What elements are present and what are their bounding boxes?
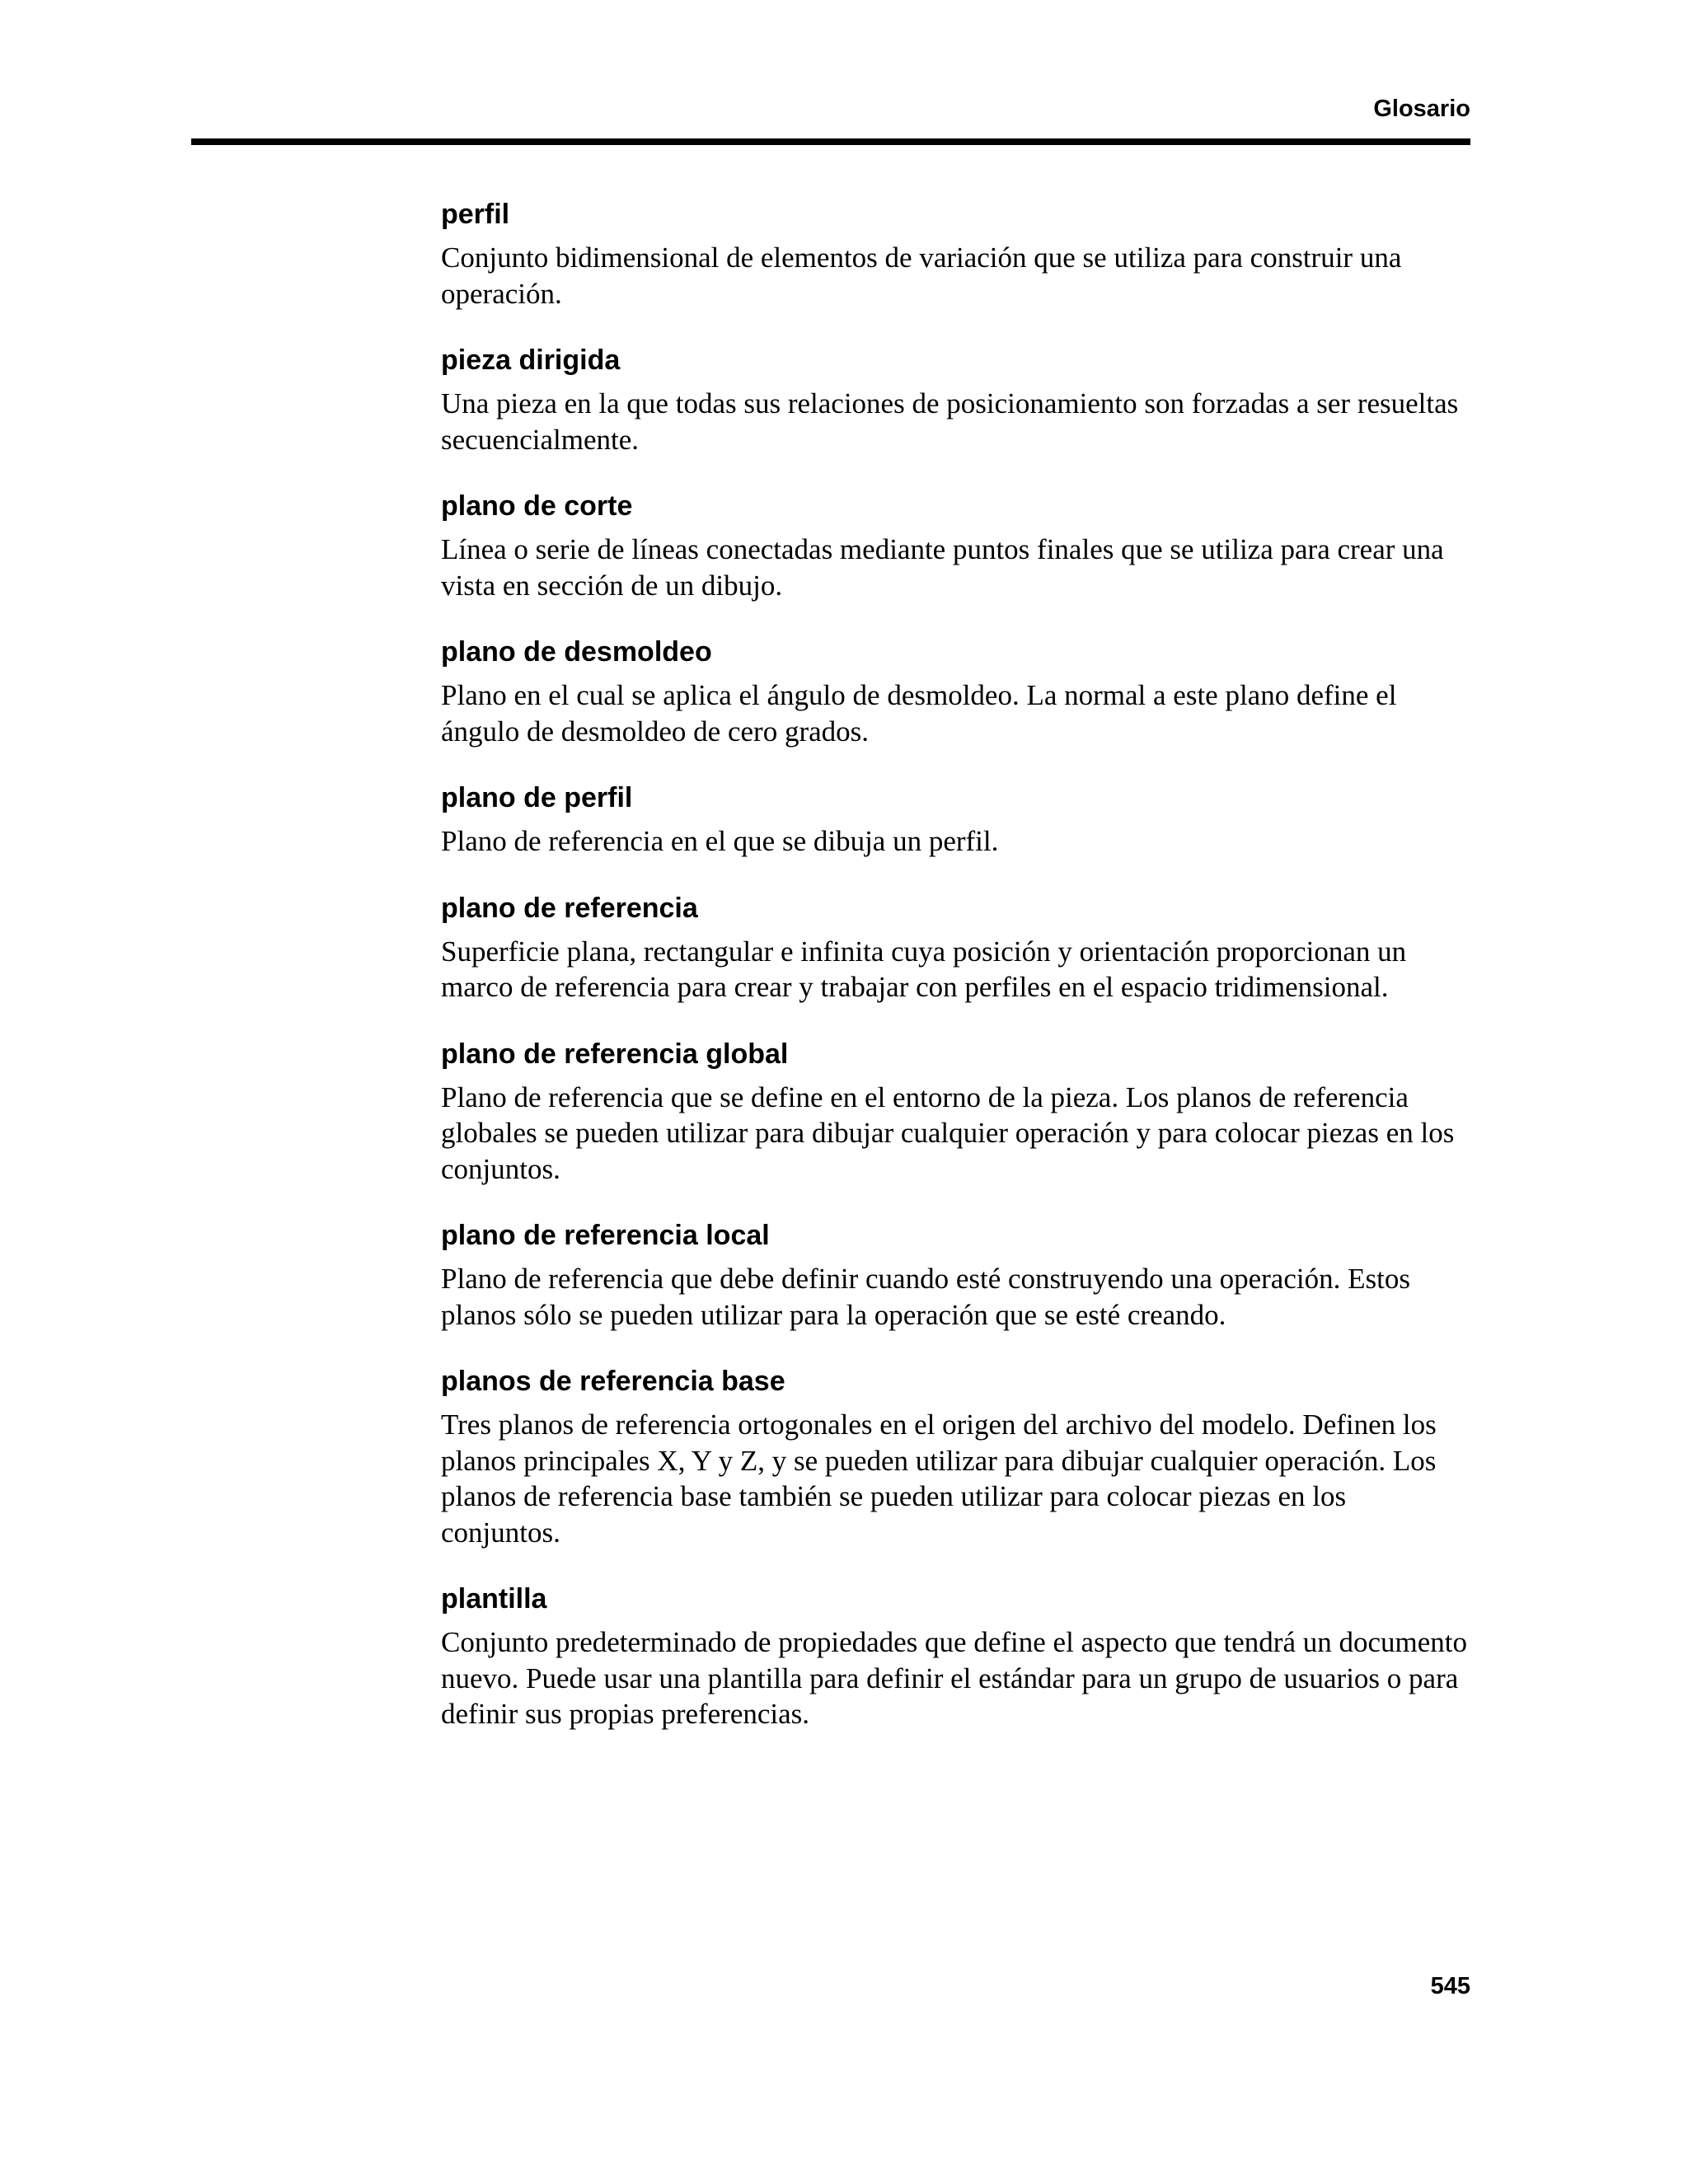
glossary-definition: Plano de referencia en el que se dibuja un perfil. <box>441 825 999 857</box>
glossary-entry <box>441 1035 1471 1188</box>
glossary-content <box>441 195 1471 1762</box>
glossary-term: planos de referencia base <box>441 1366 785 1397</box>
glossary-definition: Conjunto bidimensional de elementos de variación que se utiliza para construir una operación. <box>441 241 1402 310</box>
glossary-term: perfil <box>441 199 510 230</box>
glossary-entry <box>441 633 1471 749</box>
glossary-definition: Plano de referencia que se define en el entorno de la pieza. Los planos de referencia globales se pueden utilizar para dibujar cualquier operación y para colocar piezas en los conjuntos. <box>441 1080 1455 1185</box>
glossary-term: plano de referencia local <box>441 1220 770 1251</box>
page-number: 545 <box>1430 1973 1470 1999</box>
glossary-term: plano de referencia global <box>441 1038 789 1070</box>
glossary-entry <box>441 889 1471 1005</box>
glossary-definition: Conjunto predeterminado de propiedades que define el aspecto que tendrá un documento nuevo. Puede usar una plantilla para definir el estándar para un grupo de usuarios o para definir sus propias preferencias. <box>441 1626 1467 1730</box>
glossary-entry <box>441 195 1471 312</box>
glossary-term: pieza dirigida <box>441 344 621 376</box>
glossary-entry <box>441 1216 1471 1333</box>
glossary-entry <box>441 1580 1471 1732</box>
glossary-term: plano de perfil <box>441 782 633 813</box>
header-rule <box>191 138 1470 145</box>
glossary-term: plano de referencia <box>441 892 698 924</box>
glossary-definition: Línea o serie de líneas conectadas mediante puntos finales que se utiliza para crear una vista en sección de un dibujo. <box>441 533 1444 602</box>
glossary-entry <box>441 1362 1471 1550</box>
glossary-entry <box>441 487 1471 603</box>
glossary-definition: Superficie plana, rectangular e infinita cuya posición y orientación proporcionan un marco de referencia para crear y trabajar con perfiles en el espacio tridimensional. <box>441 935 1407 1003</box>
glossary-definition: Tres planos de referencia ortogonales en el origen del archivo del modelo. Definen los planos principales X, Y y Z, y se pueden utilizar para dibujar cualquier operación. Los planos de referencia base también se pueden utilizar para colocar piezas en los conjuntos. <box>441 1408 1437 1549</box>
glossary-entry <box>441 341 1471 457</box>
glossary-term: plano de corte <box>441 490 633 522</box>
glossary-definition: Plano de referencia que debe definir cuando esté construyendo una operación. Estos planos sólo se pueden utilizar para la operación que se esté creando. <box>441 1263 1410 1331</box>
glossary-definition: Una pieza en la que todas sus relaciones de posicionamiento son forzadas a ser resueltas secuencialmente. <box>441 387 1459 456</box>
glossary-definition: Plano en el cual se aplica el ángulo de desmoldeo. La normal a este plano define el ángulo de desmoldeo de cero grados. <box>441 679 1397 748</box>
glossary-term: plantilla <box>441 1583 547 1615</box>
glossary-term: plano de desmoldeo <box>441 636 712 668</box>
running-header-title: Glosario <box>1373 96 1470 122</box>
glossary-entry <box>441 779 1471 860</box>
